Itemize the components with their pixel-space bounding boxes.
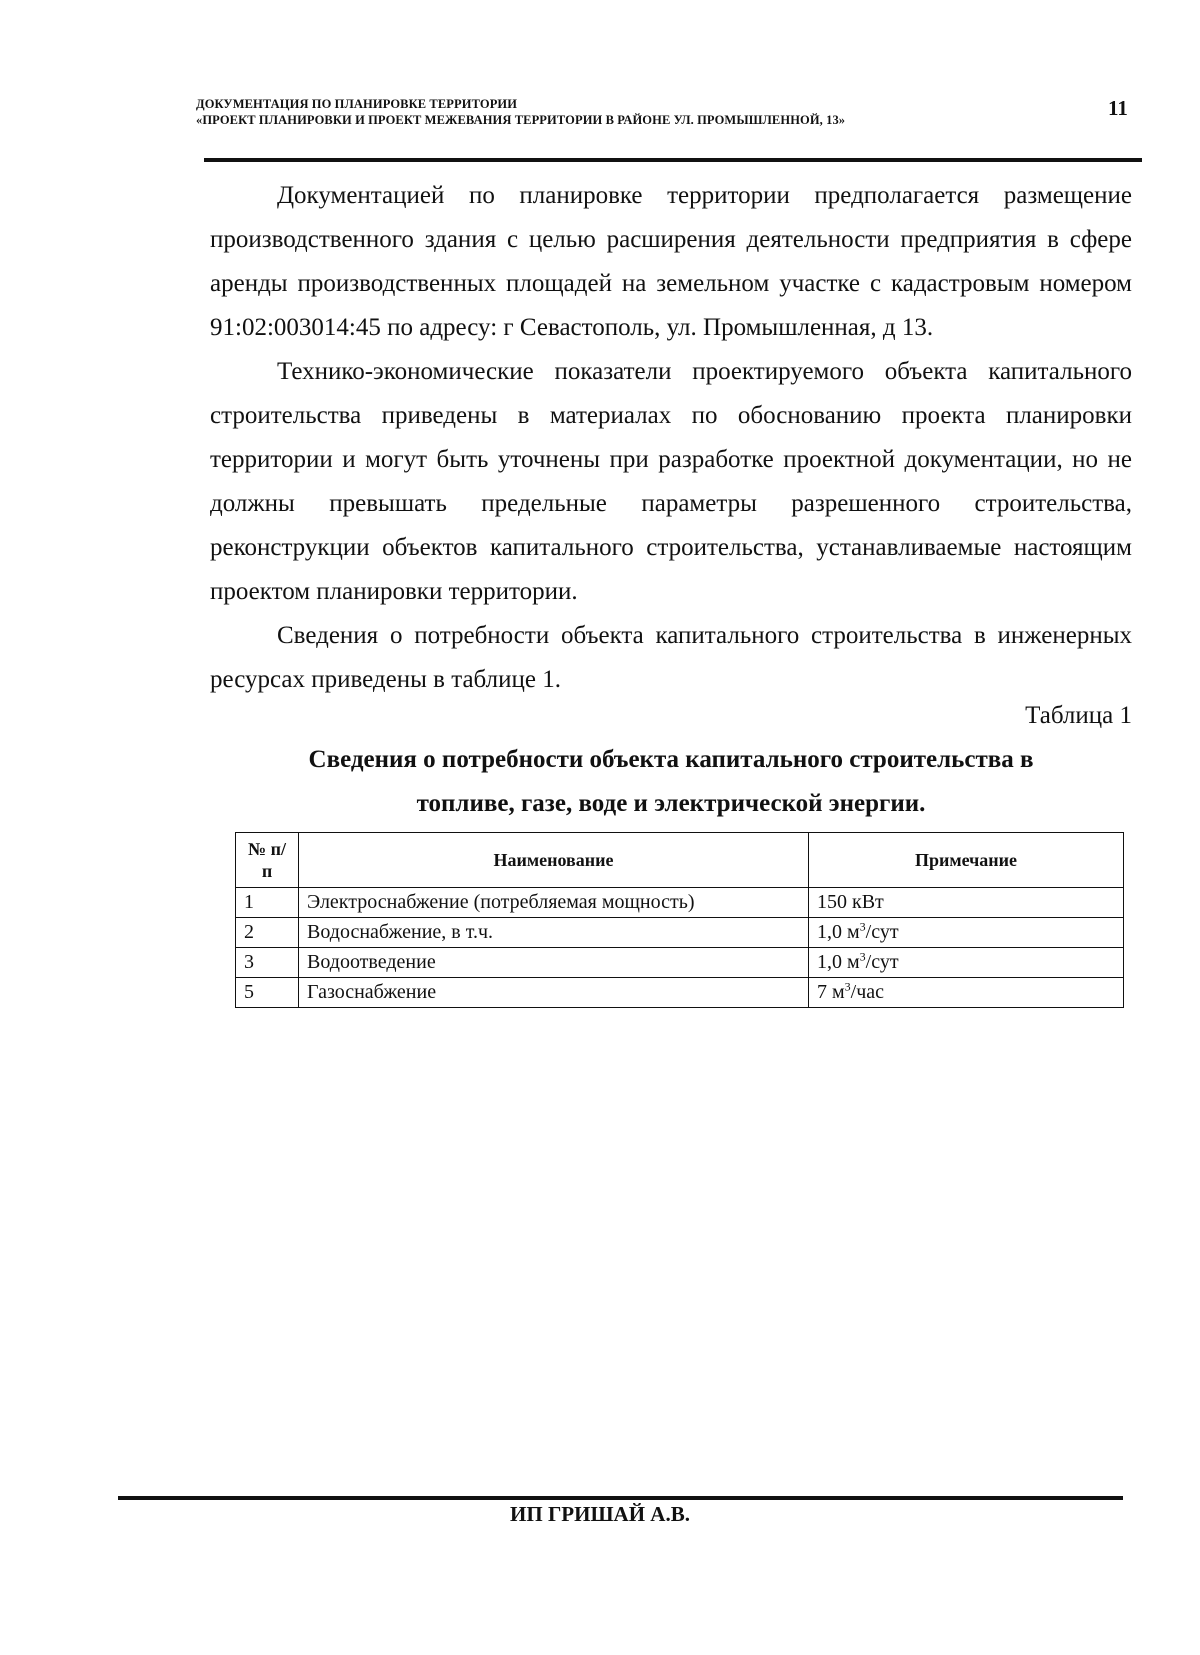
- note-superscript: 3: [859, 919, 866, 934]
- header-note: Примечание: [809, 833, 1124, 888]
- row-note: [809, 978, 1124, 1008]
- header-line-1: ДОКУМЕНТАЦИЯ ПО ПЛАНИРОВКЕ ТЕРРИТОРИИ: [196, 97, 518, 111]
- row-name: Водоотведение: [299, 948, 809, 978]
- row-num: 3: [236, 948, 299, 978]
- row-name: Водоснабжение, в т.ч.: [299, 918, 809, 948]
- table-caption: Таблица 1: [1025, 702, 1132, 729]
- note-unit-tail: /сут: [865, 921, 899, 943]
- footer-text: ИП ГРИШАЙ А.В.: [510, 1502, 690, 1526]
- running-header: [196, 96, 1136, 128]
- header-name: Наименование: [299, 833, 809, 888]
- note-unit-tail: /сут: [865, 951, 899, 973]
- row-num: 2: [236, 918, 299, 948]
- row-note: 150 кВт: [809, 888, 1124, 918]
- table-row: [236, 978, 1124, 1008]
- table-row: [236, 888, 1124, 918]
- paragraph-1: Документацией по планировке территории предполагается размещение производственного здания с целью расширения деятельности предприятия в сфере аренды производственных площадей на земельном участке с кадастровым номером 91:02:003014:45 по адресу: г Севастополь, ул. Промышленная, д 13.: [210, 182, 1132, 341]
- page-number: 11: [1108, 96, 1128, 120]
- table-header-row: [236, 833, 1124, 888]
- table-title-line-1: Сведения о потребности объекта капитального строительства в: [308, 746, 1034, 773]
- row-name: Газоснабжение: [299, 978, 809, 1008]
- row-num: 5: [236, 978, 299, 1008]
- row-num: 1: [236, 888, 299, 918]
- table-title-line-2: топливе, газе, воде и электрической энергии.: [416, 790, 926, 817]
- row-note: [809, 948, 1124, 978]
- header-line-2: «ПРОЕКТ ПЛАНИРОВКИ И ПРОЕКТ МЕЖЕВАНИЯ ТЕРРИТОРИИ В РАЙОНЕ УЛ. ПРОМЫШЛЕННОЙ, 13»: [196, 113, 846, 127]
- document-body: [210, 174, 1132, 702]
- note-superscript: 3: [859, 949, 866, 964]
- header-num: № п/п: [236, 833, 299, 888]
- footer-rule: [118, 1496, 1123, 1500]
- table-row: [236, 948, 1124, 978]
- note-superscript: 3: [844, 979, 851, 994]
- row-name: Электроснабжение (потребляемая мощность): [299, 888, 809, 918]
- note-value: 7 м: [817, 981, 845, 1003]
- note-unit-tail: /час: [850, 981, 885, 1003]
- note-value: 1,0 м: [817, 921, 860, 943]
- table-row: [236, 918, 1124, 948]
- header-rule: [204, 158, 1142, 162]
- table-title: [210, 738, 1132, 826]
- row-note: [809, 918, 1124, 948]
- resources-table: [235, 832, 1124, 1008]
- paragraph-3: Сведения о потребности объекта капитального строительства в инженерных ресурсах приведены в таблице 1.: [210, 622, 1132, 693]
- paragraph-2: Технико-экономические показатели проектируемого объекта капитального строительства приведены в материалах по обоснованию проекта планировки территории и могут быть уточнены при разработке проектной документации, но не должны превышать предельные параметры разрешенного строительства, реконструкции объектов капитального строительства, устанавливаемые настоящим проектом планировки территории.: [210, 358, 1132, 605]
- note-value: 1,0 м: [817, 951, 860, 973]
